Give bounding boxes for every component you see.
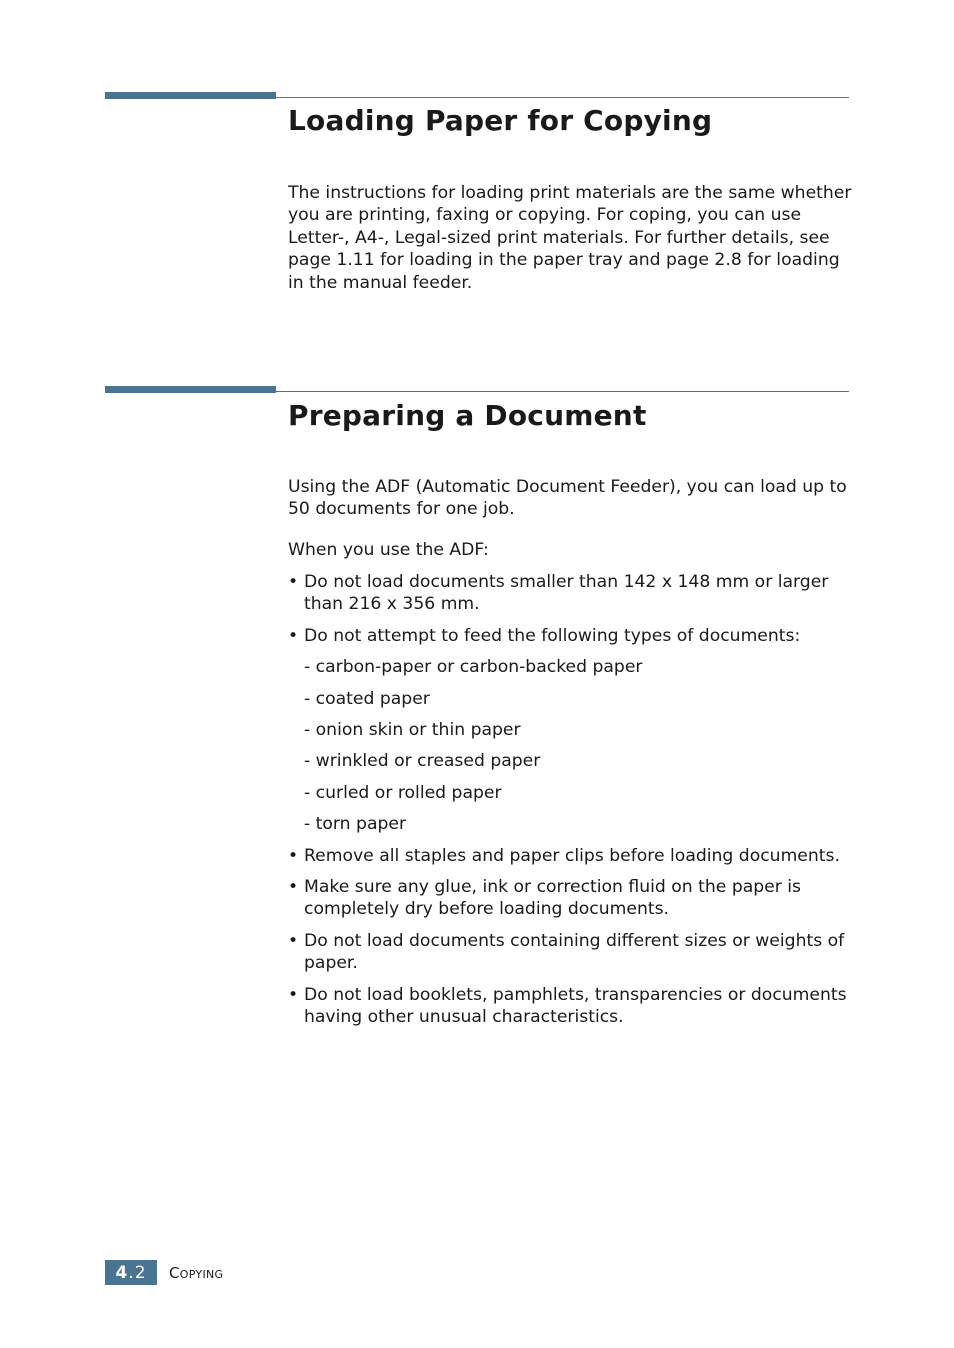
page-footer [105,1260,223,1285]
bullet-marker: • [288,930,299,951]
section-divider [105,386,849,394]
section-divider [105,92,849,100]
bullet-marker: • [288,877,299,898]
document-types-list [304,656,863,835]
bullet-marker: • [288,572,299,592]
list-item [288,625,863,836]
sub-list-item: - curled or rolled paper [304,782,502,803]
bullet-text: Remove all staples and paper clips before loading documents. [304,845,840,866]
page-number: .2 [128,1262,147,1283]
section-heading-loading-paper: Loading Paper for Copying [288,104,713,137]
bullet-text: Do not load booklets, pamphlets, transparencies or documents having other unusual characteristics. [304,984,847,1028]
list-item [288,571,863,616]
list-item [288,876,863,921]
adf-usage-label: When you use the ADF: [288,540,489,560]
list-item [288,984,863,1029]
section-heading-preparing-document: Preparing a Document [288,399,647,432]
adf-intro-paragraph: Using the ADF (Automatic Document Feeder), you can load up to 50 documents for one job. [288,477,847,520]
loading-paper-paragraph: The instructions for loading print materials are the same whether you are printing, faxing or copying. For coping, you can use Letter-, A4-, Legal-sized print materials. For further details, see page 1.11 for loading in the paper tray and page 2.8 for loading in the manual feeder. [288,183,852,293]
sub-list-item: - carbon-paper or carbon-backed paper [304,657,643,678]
page-number-badge [105,1260,157,1285]
bullet-marker: • [288,845,299,866]
sub-list-item: - onion skin or thin paper [304,720,521,741]
adf-guidelines-list [288,571,863,1038]
bullet-text: Do not load documents containing different sizes or weights of paper. [304,930,845,974]
bullet-text: Make sure any glue, ink or correction fluid on the paper is completely dry before loading documents. [304,877,802,920]
chapter-number: 4 [115,1262,129,1283]
sub-list-item: - coated paper [304,688,430,709]
sub-list-item: - wrinkled or creased paper [304,751,541,772]
sub-list-item: - torn paper [304,814,407,835]
list-item [288,845,863,867]
list-item [288,930,863,975]
bullet-text: Do not attempt to feed the following types of documents: [304,625,801,646]
chapter-title: Copying [169,1263,224,1282]
bullet-text: Do not load documents smaller than 142 x 148 mm or larger than 216 x 356 mm. [304,572,829,615]
bullet-marker: • [288,625,299,646]
bullet-marker: • [288,984,299,1005]
